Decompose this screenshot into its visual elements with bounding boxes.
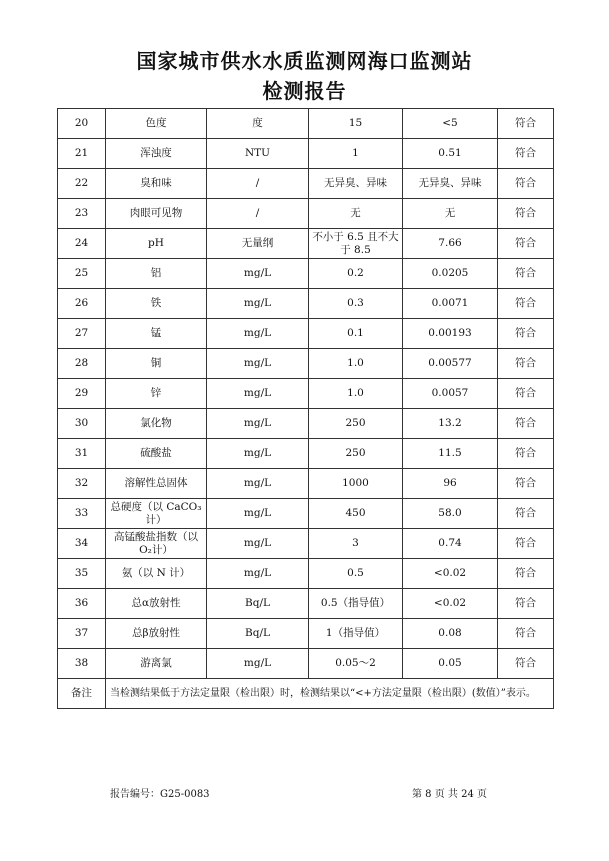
- result-value: 0.00193: [403, 319, 498, 349]
- verdict: 符合: [498, 199, 554, 229]
- item-name: 游离氯: [106, 649, 207, 679]
- item-name: 锰: [106, 319, 207, 349]
- verdict: 符合: [498, 169, 554, 199]
- limit-value: 1: [309, 139, 403, 169]
- limit-value: 不小于 6.5 且不大于 8.5: [309, 229, 403, 259]
- unit: mg/L: [207, 409, 309, 439]
- report-subtitle: 检测报告: [262, 79, 347, 103]
- table-row: [58, 529, 554, 559]
- limit-value: 无异臭、异味: [309, 169, 403, 199]
- row-number: 34: [58, 529, 106, 559]
- result-value: 0.00577: [403, 349, 498, 379]
- item-name: 浑浊度: [106, 139, 207, 169]
- result-value: 11.5: [403, 439, 498, 469]
- unit: NTU: [207, 139, 309, 169]
- note-label: 备注: [58, 679, 106, 709]
- verdict: 符合: [498, 379, 554, 409]
- verdict: 符合: [498, 289, 554, 319]
- verdict: 符合: [498, 589, 554, 619]
- limit-value: 0.5（指导值）: [309, 589, 403, 619]
- limit-value: 3: [309, 529, 403, 559]
- table-row: [58, 229, 554, 259]
- unit: mg/L: [207, 469, 309, 499]
- verdict: 符合: [498, 559, 554, 589]
- verdict: 符合: [498, 619, 554, 649]
- row-number: 29: [58, 379, 106, 409]
- unit: Bq/L: [207, 589, 309, 619]
- table-row: [58, 349, 554, 379]
- result-value: <0.02: [403, 559, 498, 589]
- row-number: 31: [58, 439, 106, 469]
- unit: Bq/L: [207, 619, 309, 649]
- limit-value: 250: [309, 439, 403, 469]
- limit-value: 0.1: [309, 319, 403, 349]
- unit: mg/L: [207, 529, 309, 559]
- unit: /: [207, 199, 309, 229]
- result-value: 0.08: [403, 619, 498, 649]
- page-title: 国家城市供水水质监测网海口监测站: [136, 49, 473, 73]
- unit: /: [207, 169, 309, 199]
- item-name: 硫酸盐: [106, 439, 207, 469]
- table-row: [58, 439, 554, 469]
- table-row: [58, 319, 554, 349]
- result-value: <0.02: [403, 589, 498, 619]
- item-name: 高锰酸盐指数（以 O₂计）: [106, 529, 207, 559]
- verdict: 符合: [498, 499, 554, 529]
- note-text: 当检测结果低于方法定量限（检出限）时，检测结果以“<+方法定量限（检出限）(数值）”表示。: [106, 679, 554, 709]
- limit-value: 0.05～2: [309, 649, 403, 679]
- result-value: 7.66: [403, 229, 498, 259]
- row-number: 35: [58, 559, 106, 589]
- row-number: 27: [58, 319, 106, 349]
- unit: mg/L: [207, 379, 309, 409]
- row-number: 23: [58, 199, 106, 229]
- item-name: 溶解性总固体: [106, 469, 207, 499]
- table-row: [58, 499, 554, 529]
- item-name: 色度: [106, 109, 207, 139]
- result-value: 0.05: [403, 649, 498, 679]
- item-name: 锌: [106, 379, 207, 409]
- table-row: [58, 259, 554, 289]
- item-name: 铁: [106, 289, 207, 319]
- report-number: 报告编号：G25-0083: [110, 789, 210, 800]
- row-number: 21: [58, 139, 106, 169]
- row-number: 30: [58, 409, 106, 439]
- limit-value: 15: [309, 109, 403, 139]
- row-number: 37: [58, 619, 106, 649]
- row-number: 38: [58, 649, 106, 679]
- row-number: 26: [58, 289, 106, 319]
- table-row: [58, 109, 554, 139]
- row-number: 32: [58, 469, 106, 499]
- result-value: 无异臭、异味: [403, 169, 498, 199]
- verdict: 符合: [498, 649, 554, 679]
- page-number: 第 8 页 共 24 页: [412, 789, 487, 800]
- table-row: [58, 289, 554, 319]
- note-row: [58, 679, 554, 709]
- result-value: 58.0: [403, 499, 498, 529]
- result-value: 0.0205: [403, 259, 498, 289]
- unit: 度: [207, 109, 309, 139]
- item-name: 总硬度（以 CaCO₃计）: [106, 499, 207, 529]
- item-name: 铝: [106, 259, 207, 289]
- results-table: [57, 108, 554, 709]
- verdict: 符合: [498, 259, 554, 289]
- unit: mg/L: [207, 319, 309, 349]
- result-value: 0.0071: [403, 289, 498, 319]
- table-body: [58, 109, 554, 709]
- table-row: [58, 199, 554, 229]
- result-value: 96: [403, 469, 498, 499]
- unit: 无量纲: [207, 229, 309, 259]
- row-number: 25: [58, 259, 106, 289]
- result-value: 0.0057: [403, 379, 498, 409]
- result-value: 0.74: [403, 529, 498, 559]
- limit-value: 1（指导值）: [309, 619, 403, 649]
- row-number: 22: [58, 169, 106, 199]
- item-name: 臭和味: [106, 169, 207, 199]
- unit: mg/L: [207, 559, 309, 589]
- unit: mg/L: [207, 349, 309, 379]
- verdict: 符合: [498, 139, 554, 169]
- result-value: 无: [403, 199, 498, 229]
- table-row: [58, 409, 554, 439]
- limit-value: 1000: [309, 469, 403, 499]
- verdict: 符合: [498, 109, 554, 139]
- verdict: 符合: [498, 319, 554, 349]
- verdict: 符合: [498, 439, 554, 469]
- verdict: 符合: [498, 529, 554, 559]
- table-row: [58, 169, 554, 199]
- item-name: pH: [106, 229, 207, 259]
- table-row: [58, 649, 554, 679]
- item-name: 氨（以 N 计）: [106, 559, 207, 589]
- limit-value: 0.5: [309, 559, 403, 589]
- limit-value: 1.0: [309, 379, 403, 409]
- item-name: 铜: [106, 349, 207, 379]
- limit-value: 250: [309, 409, 403, 439]
- limit-value: 无: [309, 199, 403, 229]
- unit: mg/L: [207, 259, 309, 289]
- unit: mg/L: [207, 439, 309, 469]
- table-row: [58, 379, 554, 409]
- table-row: [58, 589, 554, 619]
- verdict: 符合: [498, 409, 554, 439]
- item-name: 肉眼可见物: [106, 199, 207, 229]
- row-number: 33: [58, 499, 106, 529]
- result-value: 0.51: [403, 139, 498, 169]
- item-name: 氯化物: [106, 409, 207, 439]
- result-value: 13.2: [403, 409, 498, 439]
- limit-value: 0.2: [309, 259, 403, 289]
- verdict: 符合: [498, 349, 554, 379]
- table-row: [58, 469, 554, 499]
- limit-value: 450: [309, 499, 403, 529]
- table-row: [58, 559, 554, 589]
- item-name: 总α放射性: [106, 589, 207, 619]
- limit-value: 1.0: [309, 349, 403, 379]
- unit: mg/L: [207, 289, 309, 319]
- unit: mg/L: [207, 649, 309, 679]
- item-name: 总β放射性: [106, 619, 207, 649]
- table-row: [58, 139, 554, 169]
- table-row: [58, 619, 554, 649]
- limit-value: 0.3: [309, 289, 403, 319]
- verdict: 符合: [498, 229, 554, 259]
- row-number: 20: [58, 109, 106, 139]
- row-number: 24: [58, 229, 106, 259]
- row-number: 36: [58, 589, 106, 619]
- result-value: <5: [403, 109, 498, 139]
- row-number: 28: [58, 349, 106, 379]
- verdict: 符合: [498, 469, 554, 499]
- unit: mg/L: [207, 499, 309, 529]
